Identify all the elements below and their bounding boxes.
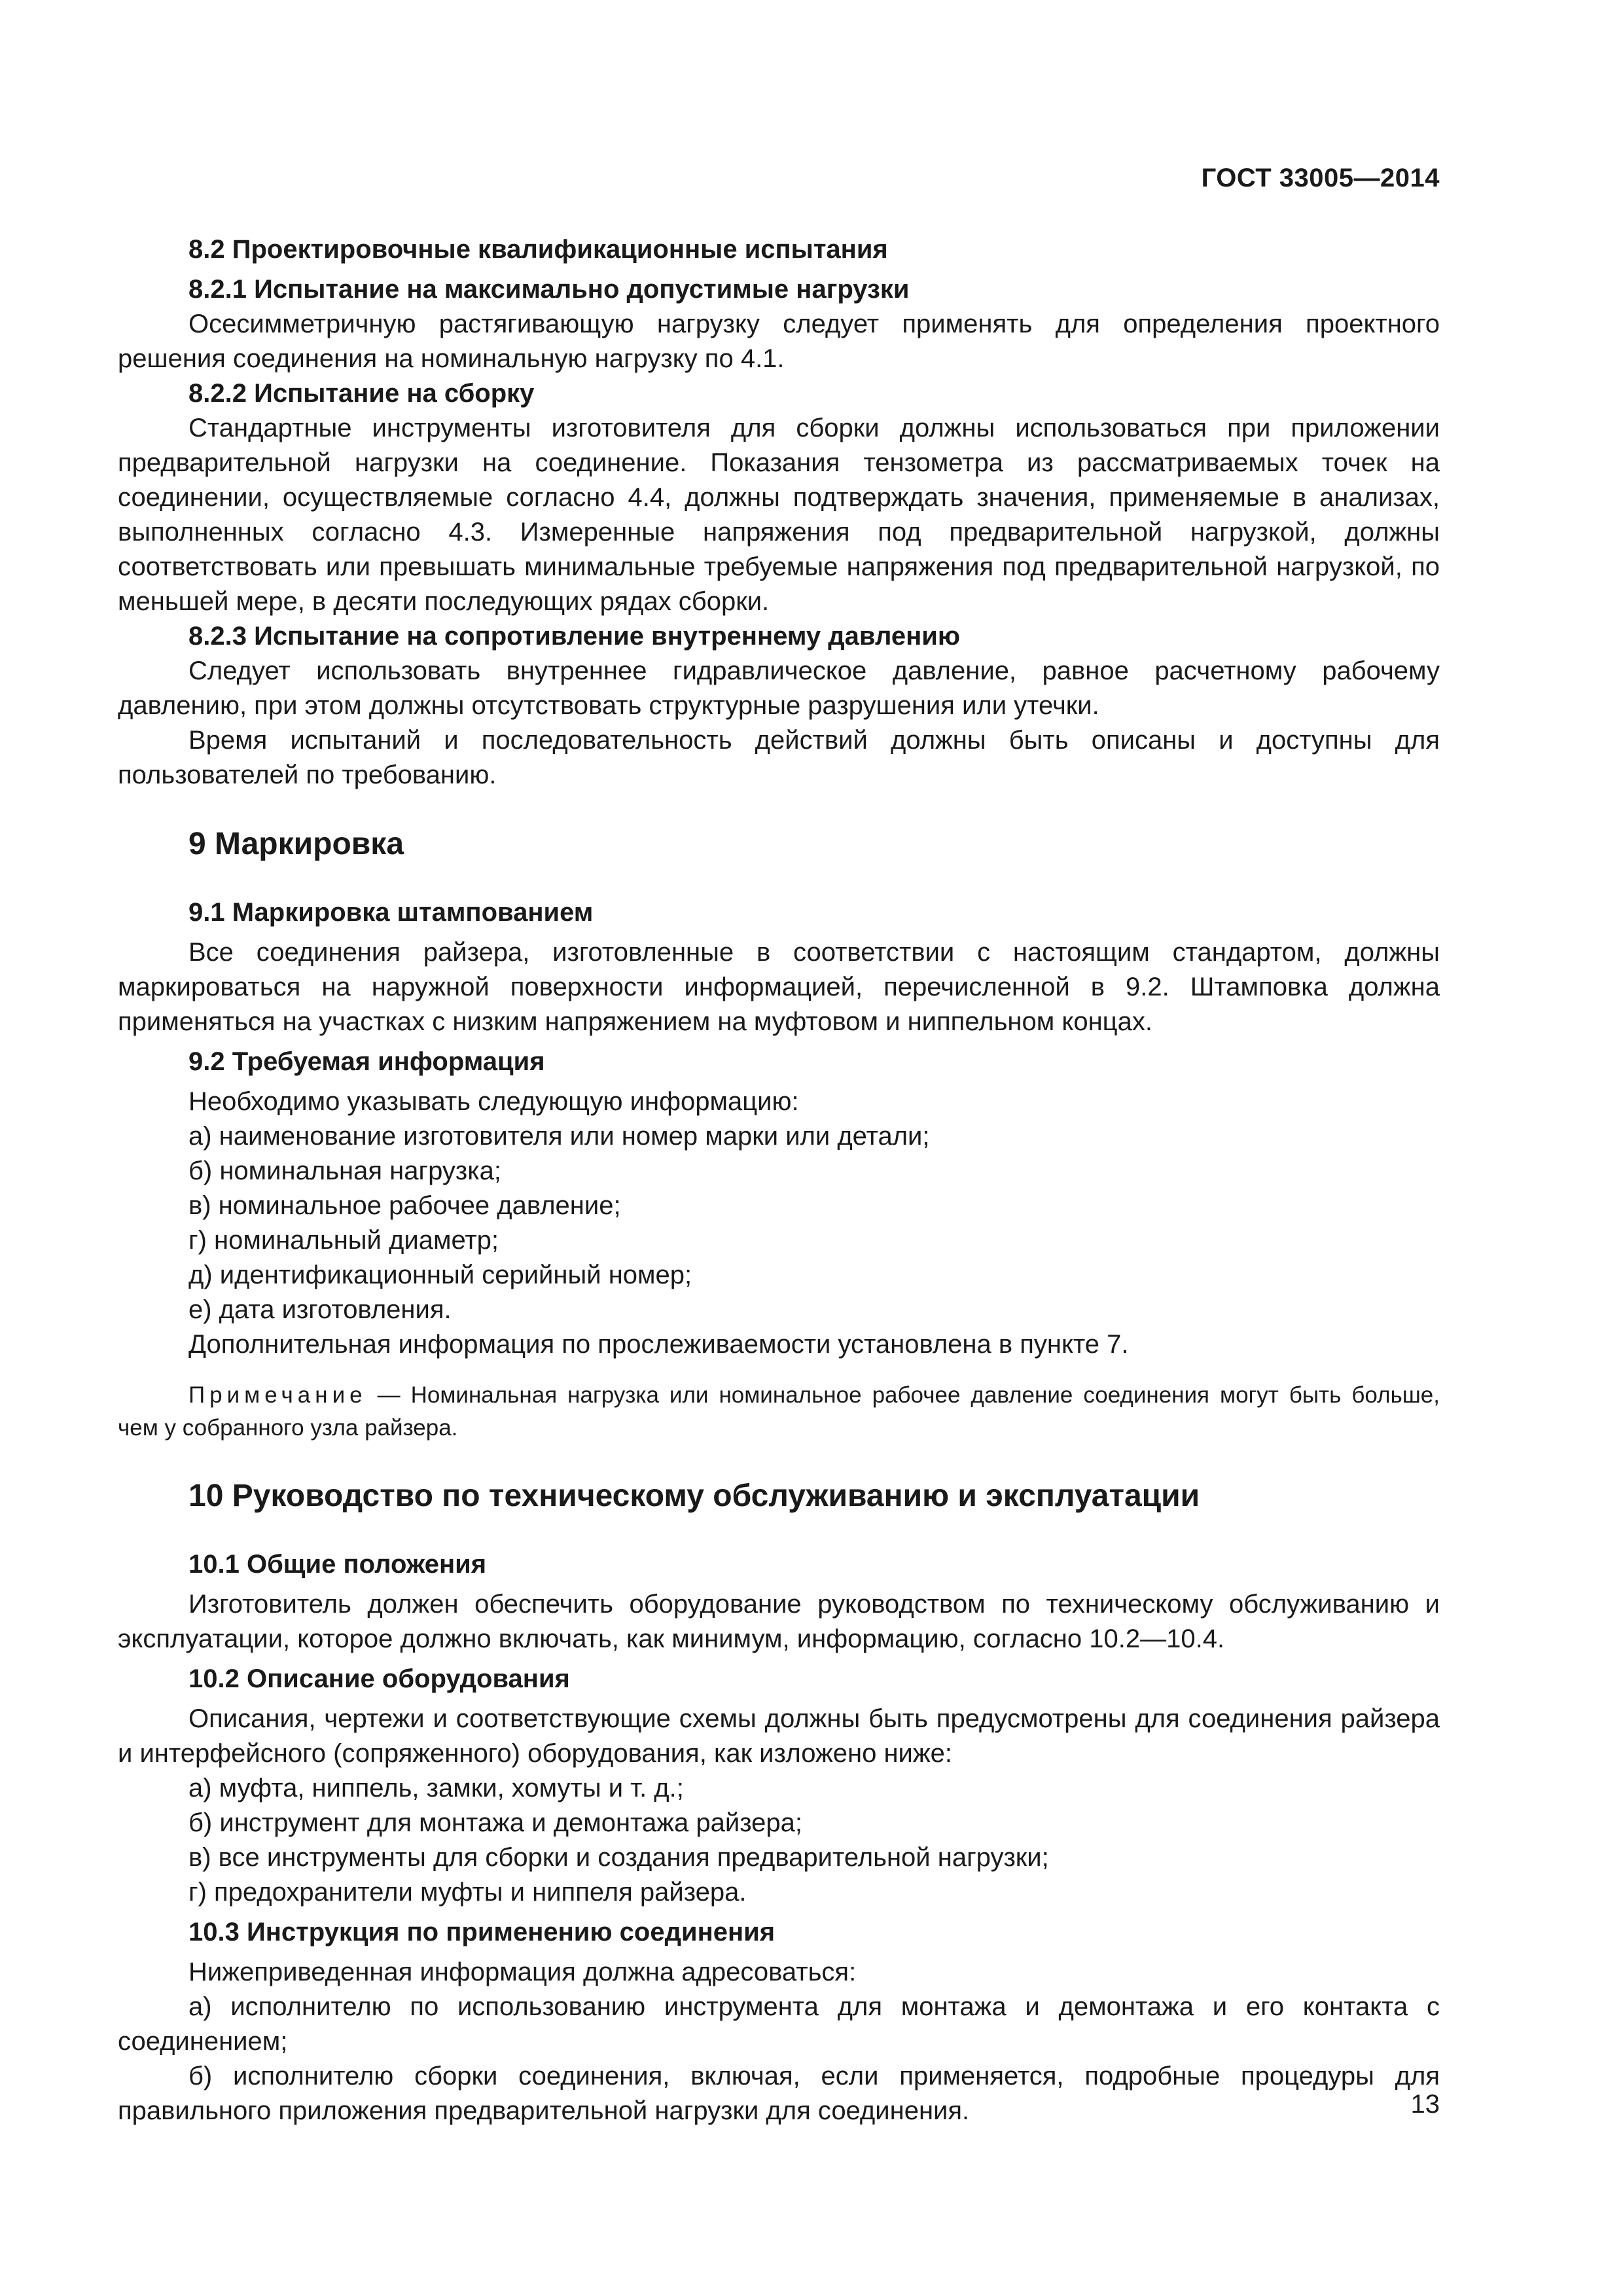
list-item: в) все инструменты для сборки и создания предварительной нагрузки; — [188, 1843, 1049, 1872]
list-item: б) исполнителю сборки соединения, включая, если применяется, подробные процедуры для правильного приложения предварительной нагрузки для соединения. — [118, 2062, 1440, 2125]
paragraph: Время испытаний и последовательность действий должны быть описаны и доступны для пользователей по требованию. — [118, 726, 1440, 789]
list-item: е) дата изготовления. — [188, 1295, 452, 1324]
note — [118, 1379, 1440, 1444]
section-8-2-title: 8.2 Проектировочные квалификационные испытания — [188, 235, 888, 264]
note-label: Примечание — [188, 1382, 367, 1408]
list-item: а) муфта, ниппель, замки, хомуты и т. д.; — [188, 1774, 684, 1803]
list-item: г) предохранители муфты и ниппеля райзера. — [188, 1878, 747, 1907]
paragraph: Осесимметричную растягивающую нагрузку следует применять для определения проектного решения соединения на номинальную нагрузку по 4.1. — [118, 310, 1440, 373]
paragraph: Описания, чертежи и соответствующие схемы должны быть предусмотрены для соединения райзера и интерфейсного (сопряженного) оборудования, как изложено ниже: — [118, 1704, 1440, 1768]
note-text: — Номинальная нагрузка или номинальное рабочее давление соединения могут быть больше, чем у собранного узла райзера. — [118, 1382, 1440, 1441]
paragraph: Нижеприведенная информация должна адресоваться: — [188, 1958, 857, 1986]
list-item: а) исполнителю по использованию инструмента для монтажа и демонтажа и его контакта с соединением; — [118, 1992, 1440, 2056]
section-8-2-1-title: 8.2.1 Испытание на максимально допустимые нагрузки — [188, 275, 910, 304]
list-item: в) номинальное рабочее давление; — [188, 1191, 621, 1220]
section-10-1-title: 10.1 Общие положения — [188, 1550, 487, 1579]
list-item: б) номинальная нагрузка; — [188, 1157, 501, 1185]
page-content — [118, 232, 1440, 2128]
section-10-title: 10 Руководство по техническому обслуживанию и эксплуатации — [188, 1479, 1200, 1513]
section-8-2-3-title: 8.2.3 Испытание на сопротивление внутреннему давлению — [188, 622, 961, 651]
section-9-1-title: 9.1 Маркировка штампованием — [188, 898, 594, 927]
section-10-2-title: 10.2 Описание оборудования — [188, 1664, 570, 1693]
section-8-2-2-title: 8.2.2 Испытание на сборку — [188, 379, 535, 408]
paragraph: Изготовитель должен обеспечить оборудование руководством по техническому обслуживанию и эксплуатации, которое должно включать, как минимум, информацию, согласно 10.2—10.4. — [118, 1590, 1440, 1653]
page-number: 13 — [1410, 2090, 1440, 2119]
paragraph: Стандартные инструменты изготовителя для сборки должны использоваться при приложении предварительной нагрузки на соединение. Показания тензометра из рассматриваемых точек на соединении, осуществляемые согласно 4.4, должны подтверждать значения, применяемые в анализах, выполненных согласно 4.3. Измеренные напряжения под предварительной нагрузкой, должны соответствовать или превышать минимальные требуемые напряжения под предварительной нагрузкой, по меньшей мере, в десяти последующих рядах сборки. — [118, 414, 1440, 616]
paragraph: Все соединения райзера, изготовленные в соответствии с настоящим стандартом, должны маркироваться на наружной поверхности информацией, перечисленной в 9.2. Штамповка должна применяться на участках с низким напряжением на муфтовом и ниппельном концах. — [118, 938, 1440, 1036]
section-9-title: 9 Маркировка — [188, 827, 404, 861]
list-item: б) инструмент для монтажа и демонтажа райзера; — [188, 1808, 802, 1837]
section-10-3-title: 10.3 Инструкция по применению соединения — [188, 1918, 776, 1946]
section-9-2-title: 9.2 Требуемая информация — [188, 1047, 545, 1076]
list-item: д) идентификационный серийный номер; — [188, 1261, 692, 1289]
list-item: а) наименование изготовителя или номер марки или детали; — [188, 1122, 930, 1151]
paragraph: Дополнительная информация по прослеживаемости установлена в пункте 7. — [188, 1330, 1129, 1359]
paragraph: Необходимо указывать следующую информацию: — [188, 1087, 799, 1116]
list-item: г) номинальный диаметр; — [188, 1226, 499, 1255]
document-code: ГОСТ 33005—2014 — [1201, 164, 1440, 192]
paragraph: Следует использовать внутреннее гидравлическое давление, равное расчетному рабочему давлению, при этом должны отсутствовать структурные разрушения или утечки. — [118, 656, 1440, 720]
